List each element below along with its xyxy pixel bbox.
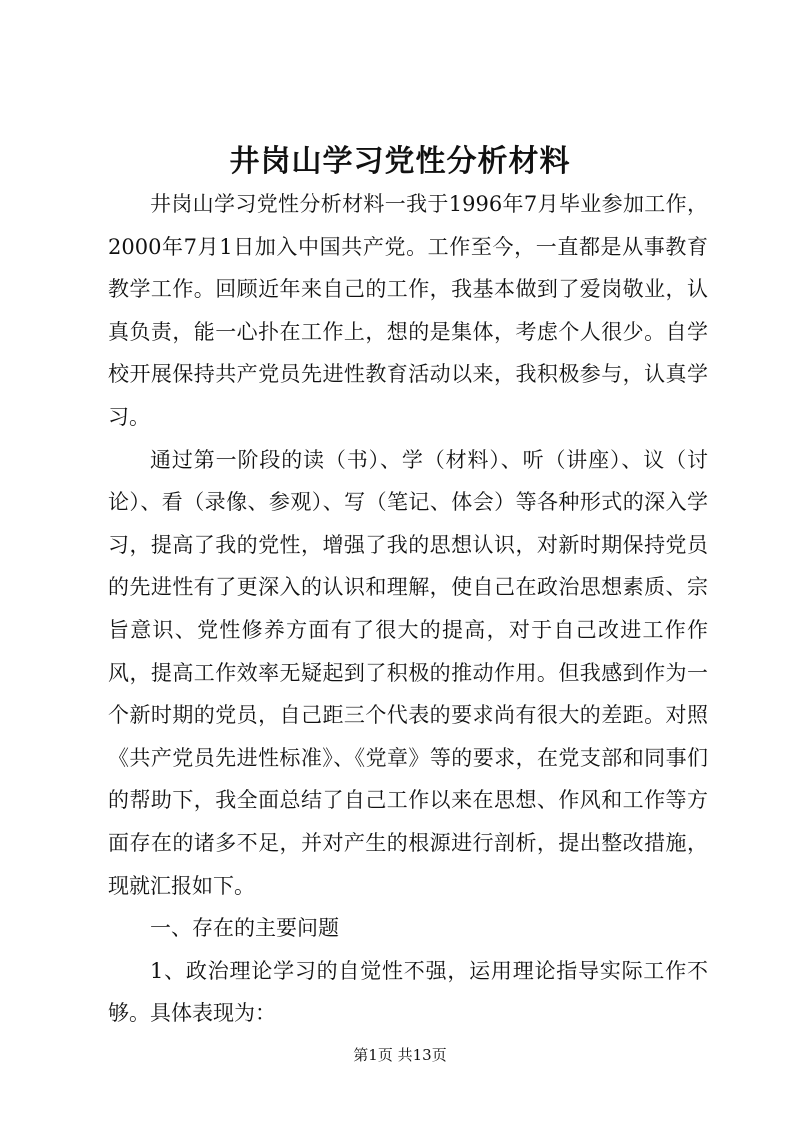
paragraph-intro: 井岗山学习党性分析材料一我于1996年7月毕业参加工作，2000年7月1日加入中国共产党。工作至今，一直都是从事教育教学工作。回顾近年来自己的工作，我基本做到了爱岗敬业，认真负责，能一心扑在工作上，想的是集体，考虑个人很少。自学校开展保持共产党员先进性教育活动以来，我积极参与，认真学习。 bbox=[108, 192, 708, 429]
document-title: 井岗山学习党性分析材料 bbox=[229, 144, 571, 179]
paragraph-study: 通过第一阶段的读（书）、学（材料）、听（讲座）、议（讨论）、看（录像、参观）、写（笔记、体会）等各种形式的深入学习，提高了我的党性，增强了我的思想认识，对新时期保持党员的先进性有了更深入的认识和理解，使自己在政治思想素质、宗旨意识、党性修养方面有了很大的提高，对于自己改进工作作风，提高工作效率无疑起到了积极的推动作用。但我感到作为一个新时期的党员，自己距三个代表的要求尚有很大的差距。对照《共产党员先进性标准》、《党章》等的要求，在党支部和同事们的帮助下，我全面总结了自己工作以来在思想、作风和工作等方面存在的诸多不足，并对产生的根源进行剖析，提出整改措施，现就汇报如下。 bbox=[108, 447, 708, 898]
document-body bbox=[108, 183, 708, 1035]
section-heading-main-problems: 一、存在的主要问题 bbox=[150, 916, 339, 941]
paragraph-problem-1: 1、政治理论学习的自觉性不强，运用理论指导实际工作不够。具体表现为： bbox=[108, 958, 708, 1026]
page-footer: 第1页 共13页 bbox=[353, 1046, 447, 1064]
